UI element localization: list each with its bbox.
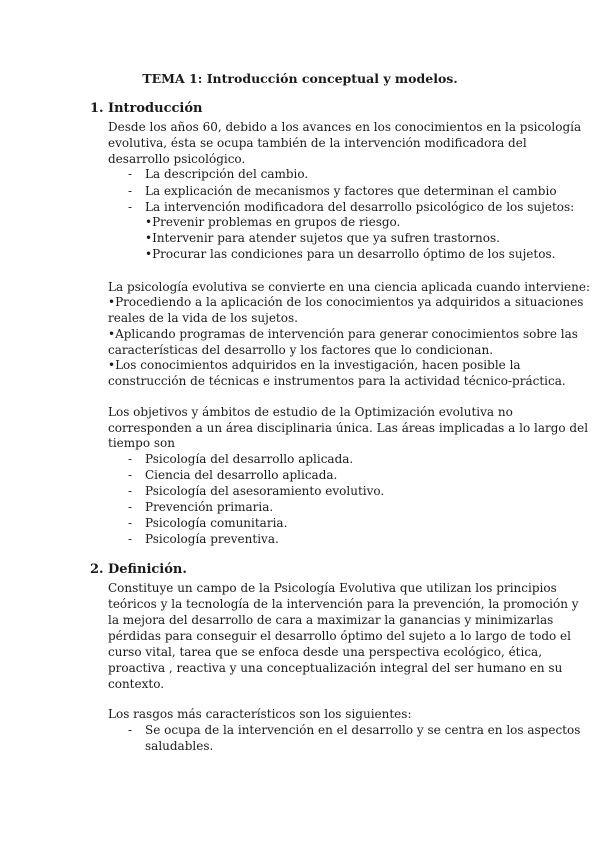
list-item: Psicología preventiva.	[145, 532, 279, 546]
list-item: La explicación de mecanismos y factores que determinan el cambio	[145, 184, 557, 198]
paragraph-line: la mejora del desarrollo de cara a maximizar la ganancias y minimizarlas	[108, 613, 554, 627]
paragraph-line: La psicología evolutiva se convierte en una ciencia aplicada cuando interviene:	[108, 280, 591, 294]
paragraph-line: Los rasgos más característicos son los siguientes:	[108, 707, 412, 721]
paragraph-line: curso vital, tarea que se enfoca desde una perspectiva ecológico, ética,	[108, 645, 543, 659]
paragraph-line: contexto.	[108, 677, 165, 691]
paragraph-line: Desde los años 60, debido a los avances en los conocimientos en la psicología	[108, 120, 582, 134]
section-heading-text: Definición.	[108, 562, 187, 577]
paragraph-line: Constituye un campo de la Psicología Evolutiva que utilizan los principios	[108, 581, 557, 595]
list-dash: -	[128, 167, 133, 181]
paragraph-line: reales de la vida de los sujetos.	[108, 311, 298, 325]
list-dash: -	[128, 200, 133, 214]
list-dash: -	[128, 516, 133, 530]
list-item: Psicología del asesoramiento evolutivo.	[145, 484, 385, 498]
paragraph-line: •Procediendo a la aplicación de los conocimientos ya adquiridos a situaciones	[108, 295, 584, 309]
paragraph-line: •Los conocimientos adquiridos en la investigación, hacen posible la	[108, 358, 521, 372]
list-item: Ciencia del desarrollo aplicada.	[145, 468, 338, 482]
paragraph-line: proactiva , reactiva y una conceptualización integral del ser humano en su	[108, 661, 563, 675]
list-dash: -	[128, 484, 133, 498]
section-heading-introduccion	[90, 101, 203, 116]
paragraph-line: evolutiva, ésta se ocupa también de la intervención modificadora del	[108, 136, 527, 150]
list-dash: -	[128, 500, 133, 514]
paragraph-line: construcción de técnicas e instrumentos para la actividad técnico-práctica.	[108, 374, 566, 388]
paragraph-line: Los objetivos y ámbitos de estudio de la Optimización evolutiva no	[108, 405, 513, 419]
sublist-item: •Intervenir para atender sujetos que ya sufren trastornos.	[145, 231, 500, 245]
paragraph-line: pérdidas para conseguir el desarrollo óptimo del sujeto a lo largo de todo el	[108, 629, 571, 643]
sublist-item: •Procurar las condiciones para un desarrollo óptimo de los sujetos.	[145, 247, 556, 261]
paragraph-line: teóricos y la tecnología de la intervención para la prevención, la promoción y	[108, 597, 579, 611]
list-item: Prevención primaria.	[145, 500, 274, 514]
list-dash: -	[128, 723, 133, 737]
list-item: Psicología comunitaria.	[145, 516, 288, 530]
section-number: 2.	[90, 562, 104, 577]
paragraph-line: características del desarrollo y los factores que lo condicionan.	[108, 343, 494, 357]
paragraph-line: corresponden a un área disciplinaria única. Las áreas implicadas a lo largo del	[108, 421, 589, 435]
page-title: TEMA 1: Introducción conceptual y modelos.	[142, 71, 458, 86]
section-number: 1.	[90, 101, 104, 116]
list-item: La intervención modificadora del desarrollo psicológico de los sujetos:	[145, 200, 575, 214]
list-item-continuation: saludables.	[145, 739, 214, 753]
list-dash: -	[128, 532, 133, 546]
list-item: Se ocupa de la intervención en el desarrollo y se centra en los aspectos	[145, 723, 581, 737]
paragraph-line: •Aplicando programas de intervención para generar conocimientos sobre las	[108, 327, 578, 341]
paragraph-line: tiempo son	[108, 436, 175, 450]
section-heading-definicion	[90, 562, 187, 577]
list-dash: -	[128, 452, 133, 466]
list-dash: -	[128, 184, 133, 198]
paragraph-line: desarrollo psicológico.	[108, 152, 246, 166]
list-item: La descripción del cambio.	[145, 167, 309, 181]
list-dash: -	[128, 468, 133, 482]
sublist-item: •Prevenir problemas en grupos de riesgo.	[145, 215, 401, 229]
section-heading-text: Introducción	[108, 101, 203, 116]
list-item: Psicología del desarrollo aplicada.	[145, 452, 354, 466]
